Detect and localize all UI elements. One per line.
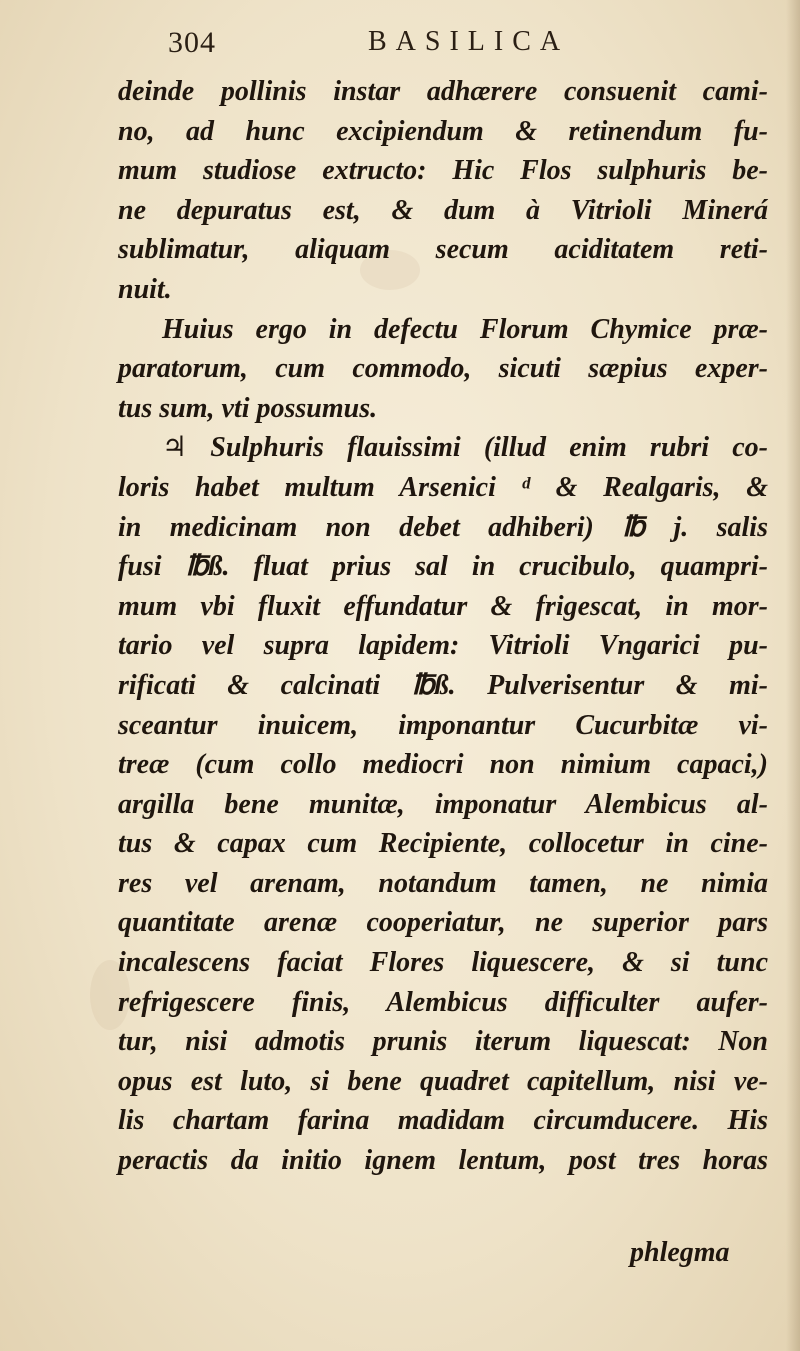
text-line: mum studiose extructo: Hic Flos sulphuris be- bbox=[118, 155, 768, 187]
text-line: treæ (cum collo mediocri non nimium capaci,) bbox=[118, 749, 768, 781]
text-line: lis chartam farina madidam circumducere. His bbox=[118, 1105, 768, 1137]
text-line: rificati & calcinati ℔ß. Pulverisentur & mi- bbox=[118, 669, 768, 701]
text-line: ♃ Sulphuris flauissimi (illud enim rubri co- bbox=[162, 432, 768, 464]
text-line: peractis da initio ignem lentum, post tres horas bbox=[118, 1145, 768, 1177]
catchword: phlegma bbox=[630, 1237, 730, 1268]
text-line: in medicinam non debet adhiberi) ℔ j. salis bbox=[118, 511, 768, 543]
text-line: refrigescere finis, Alembicus difficulter aufer- bbox=[118, 986, 768, 1018]
text-line: tus & capax cum Recipiente, collocetur in cine- bbox=[118, 828, 768, 860]
text-line: tus sum, vti possumus. bbox=[118, 392, 378, 424]
text-line: mum vbi fluxit effundatur & frigescat, in mor- bbox=[118, 590, 768, 622]
text-line: opus est luto, si bene quadret capitellum, nisi ve- bbox=[118, 1065, 768, 1097]
text-line: argilla bene munitæ, imponatur Alembicus al- bbox=[118, 788, 768, 820]
page-edge-shadow bbox=[786, 0, 800, 1351]
text-line: nuit. bbox=[118, 273, 172, 305]
running-head: BASILICA bbox=[368, 26, 570, 57]
text-line: tario vel supra lapidem: Vitrioli Vngarici pu- bbox=[118, 630, 768, 662]
body-text bbox=[118, 72, 768, 1181]
text-line: deinde pollinis instar adhærere consuenit cami- bbox=[118, 76, 768, 107]
page-header bbox=[168, 26, 708, 66]
text-line: ne depuratus est, & dum à Vitrioli Minerá bbox=[118, 194, 768, 226]
text-line: no, ad hunc excipiendum & retinendum fu- bbox=[118, 115, 768, 147]
text-line: fusi ℔ß. fluat prius sal in crucibulo, quampri- bbox=[118, 551, 768, 583]
text-line: loris habet multum Arsenici ᵈ & Realgaris, & bbox=[118, 471, 768, 503]
text-line: quantitate arenæ cooperiatur, ne superior pars bbox=[118, 907, 768, 939]
text-line: sceantur inuicem, imponantur Cucurbitæ vi- bbox=[118, 709, 768, 741]
text-line: Huius ergo in defectu Florum Chymice præ- bbox=[162, 313, 768, 345]
text-line: paratorum, cum commodo, sicuti sæpius exper- bbox=[118, 353, 768, 385]
page-number: 304 bbox=[168, 26, 216, 59]
text-line: incalescens faciat Flores liquescere, & si tunc bbox=[118, 947, 768, 979]
text-line: tur, nisi admotis prunis iterum liquescat: Non bbox=[118, 1026, 768, 1058]
text-line: sublimatur, aliquam secum aciditatem reti- bbox=[118, 234, 768, 266]
text-line: res vel arenam, notandum tamen, ne nimia bbox=[118, 867, 768, 899]
